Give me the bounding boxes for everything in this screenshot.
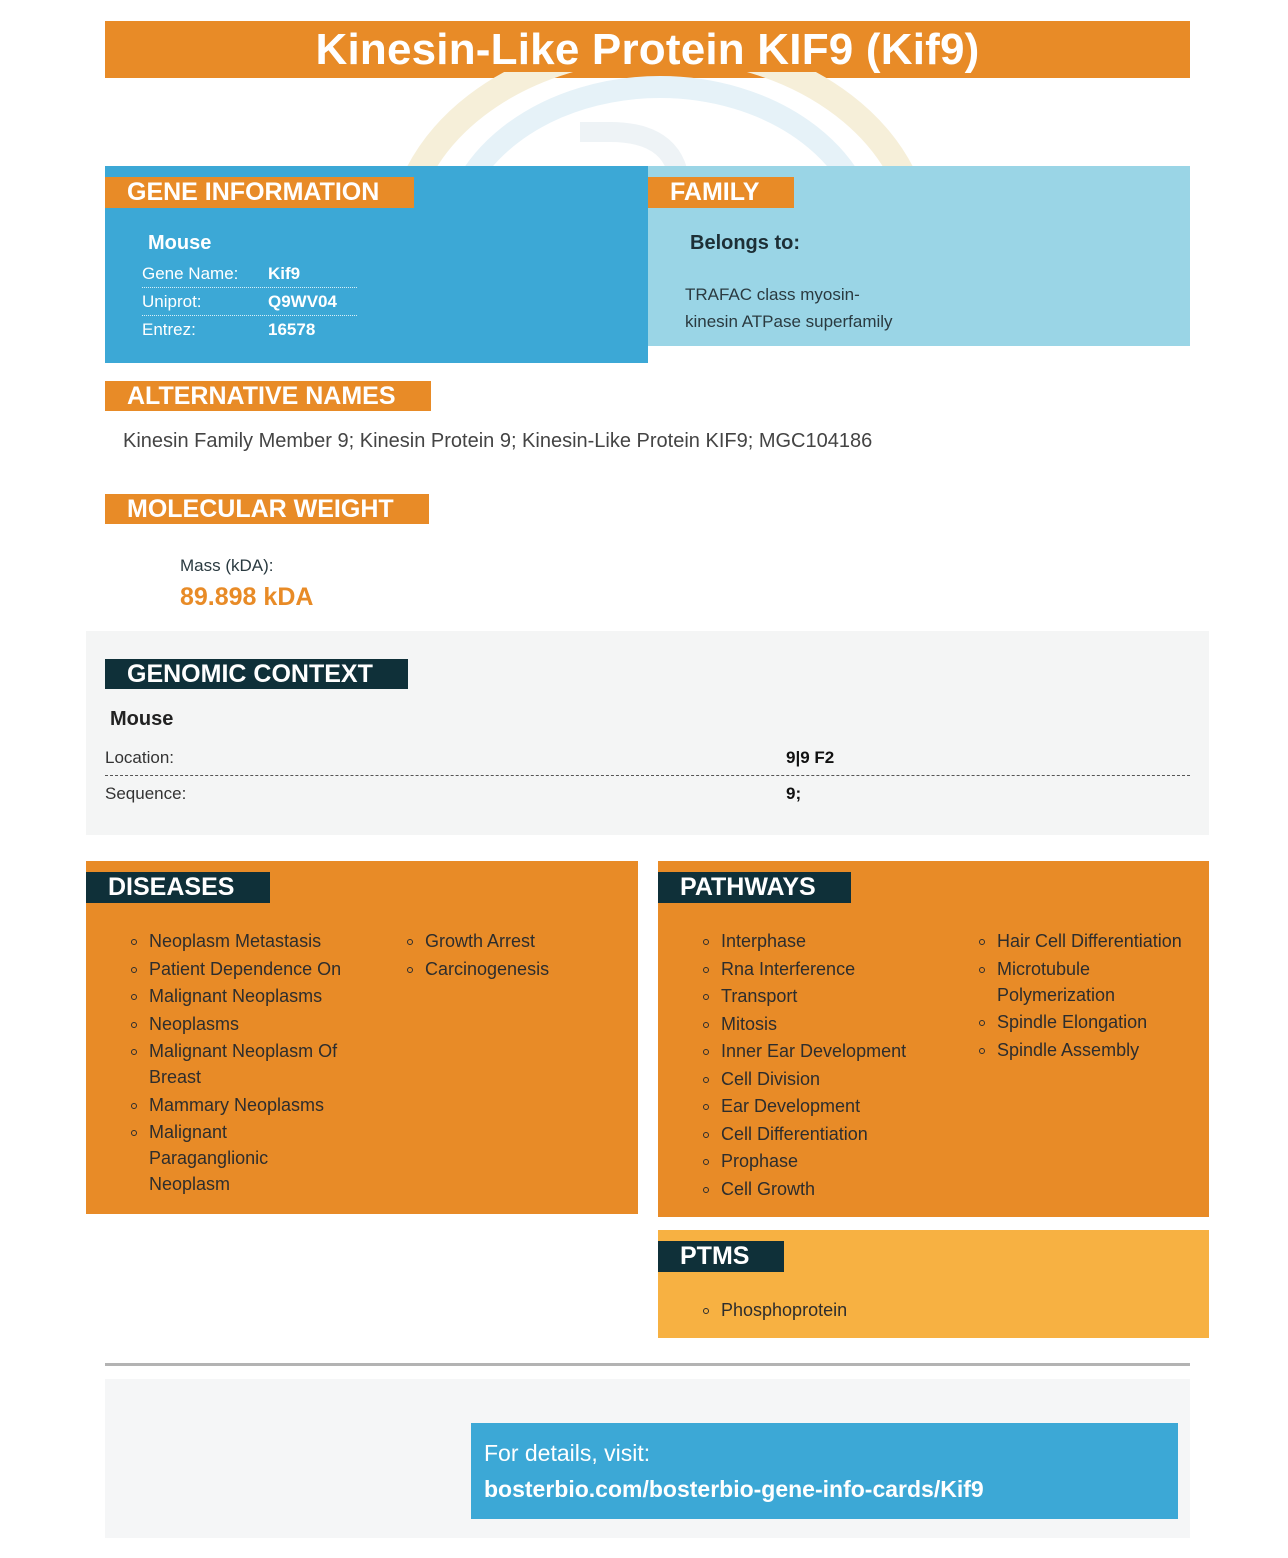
location-value: 9|9 F2 [786, 748, 835, 767]
uniprot-value: Q9WV04 [268, 292, 337, 311]
gene-species: Mouse [148, 232, 212, 254]
ptms-list [703, 1297, 943, 1325]
mass-value: 89.898 kDA [180, 583, 314, 611]
pathways-list-col2 [979, 928, 1194, 1064]
details-url-link[interactable]: bosterbio.com/bosterbio-gene-info-cards/Kif9 [484, 1476, 984, 1502]
pathways-heading: PATHWAYS [658, 872, 851, 903]
gene-name-row [142, 261, 357, 288]
list-item: Ear Development [703, 1093, 943, 1119]
list-item: Malignant Neoplasm Of Breast [131, 1038, 351, 1090]
entrez-label: Entrez: [142, 319, 196, 339]
list-item: Neoplasms [131, 1011, 351, 1037]
list-item: Inner Ear Development [703, 1038, 943, 1064]
gene-name-value: Kif9 [268, 264, 301, 283]
ptms-heading: PTMS [658, 1241, 784, 1272]
footer-divider [105, 1363, 1190, 1366]
list-item: Cell Growth [703, 1176, 943, 1202]
details-link-box[interactable] [471, 1423, 1178, 1519]
pathways-list-col1 [703, 928, 943, 1203]
genomic-species: Mouse [110, 708, 174, 730]
list-item: Mitosis [703, 1011, 943, 1037]
diseases-heading: DISEASES [86, 872, 270, 903]
list-item: Carcinogenesis [407, 956, 607, 982]
alternative-names-heading: ALTERNATIVE NAMES [105, 381, 431, 411]
location-label: Location: [105, 748, 174, 767]
title-banner [105, 21, 1190, 78]
list-item: Microtubule Polymerization [979, 956, 1129, 1008]
list-item: Rna Interference [703, 956, 943, 982]
details-label: For details, visit: [484, 1440, 651, 1466]
list-item: Growth Arrest [407, 928, 607, 954]
uniprot-label: Uniprot: [142, 292, 202, 311]
location-row [105, 741, 1190, 776]
list-item: Prophase [703, 1148, 943, 1174]
uniprot-row [142, 289, 357, 316]
diseases-list-col2 [407, 928, 607, 983]
list-item: Patient Dependence On [131, 956, 351, 982]
list-item: Cell Division [703, 1066, 943, 1092]
family-description [685, 281, 925, 335]
sequence-value: 9; [786, 783, 802, 803]
list-item: Hair Cell Differentiation [979, 928, 1194, 954]
list-item: Malignant Neoplasms [131, 983, 351, 1009]
list-item: Spindle Elongation [979, 1009, 1194, 1035]
list-item: Neoplasm Metastasis [131, 928, 351, 954]
list-item: Malignant Paraganglionic Neoplasm [131, 1119, 281, 1197]
genomic-context-heading: GENOMIC CONTEXT [105, 659, 408, 689]
list-item: Spindle Assembly [979, 1037, 1194, 1063]
list-item: Interphase [703, 928, 943, 954]
list-item: Cell Differentiation [703, 1121, 943, 1147]
page-title: Kinesin-Like Protein KIF9 (Kif9) [315, 24, 980, 74]
family-heading: FAMILY [648, 177, 794, 208]
alternative-names-text: Kinesin Family Member 9; Kinesin Protein 9; Kinesin-Like Protein KIF9; MGC104186 [123, 430, 873, 452]
gene-information-heading: GENE INFORMATION [105, 177, 414, 208]
sequence-row [105, 776, 1190, 811]
family-belongs-label: Belongs to: [690, 232, 800, 254]
family-line-2: kinesin ATPase superfamily [685, 312, 893, 331]
mass-label: Mass (kDA): [180, 556, 274, 575]
list-item: Transport [703, 983, 943, 1009]
entrez-row [142, 316, 357, 343]
gene-name-label: Gene Name: [142, 264, 239, 283]
diseases-list-col1 [131, 928, 351, 1199]
molecular-weight-heading: MOLECULAR WEIGHT [105, 494, 429, 524]
list-item: Mammary Neoplasms [131, 1092, 351, 1118]
family-line-1: TRAFAC class myosin- [685, 285, 860, 304]
entrez-value: 16578 [268, 319, 316, 339]
sequence-label: Sequence: [105, 783, 187, 803]
list-item: Phosphoprotein [703, 1297, 943, 1323]
